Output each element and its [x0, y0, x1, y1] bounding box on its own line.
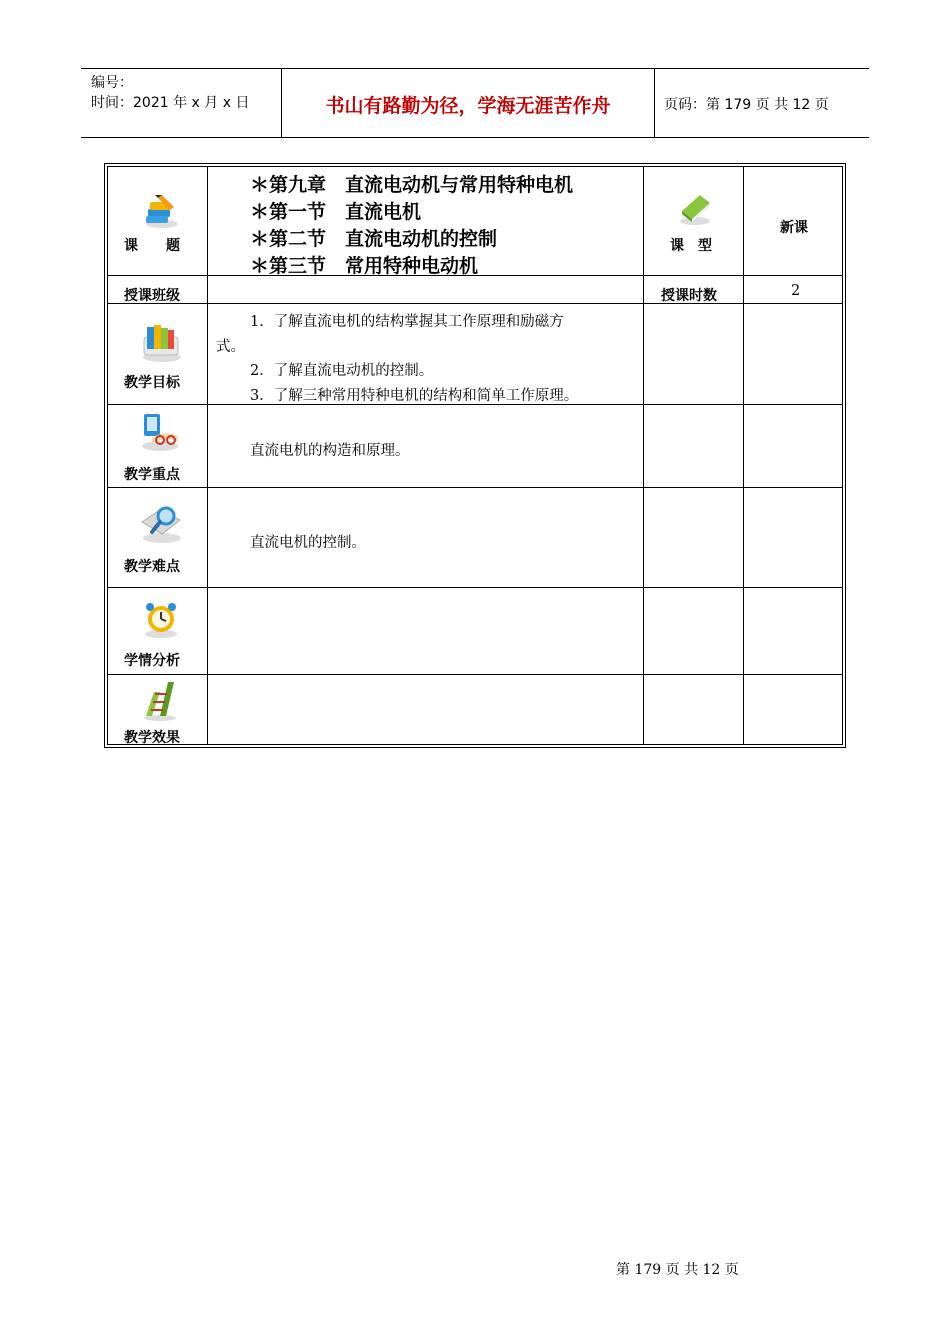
row-divider [108, 487, 842, 488]
page-footer: 第 179 页 共 12 页 [616, 1262, 739, 1278]
type-label: 课 型 [670, 238, 712, 254]
ladder-icon [140, 678, 180, 722]
row-divider [108, 674, 842, 675]
topic-title-chapter: ＊第九章 直流电动机与常用特种电机 [250, 174, 574, 196]
hours-value: 2 [791, 283, 801, 299]
header-info-cell [81, 69, 282, 137]
page-info: 页码：第 179 页 共 12 页 [664, 97, 829, 113]
goals-label: 教学目标 [124, 375, 180, 391]
books-stack-icon [138, 319, 184, 363]
topic-title-section-1: ＊第一节 直流电机 [250, 201, 422, 223]
magnifier-icon [138, 500, 184, 544]
goal-item-1: 1．了解直流电机的结构掌握其工作原理和励磁方 [250, 314, 564, 330]
col-divider [207, 167, 208, 744]
key-points-text: 直流电机的构造和原理。 [250, 443, 410, 459]
difficulty-label: 教学难点 [124, 559, 180, 575]
key-points-label: 教学重点 [124, 467, 180, 483]
row-divider [108, 587, 842, 588]
col-divider [743, 167, 744, 744]
analysis-label: 学情分析 [124, 653, 180, 669]
glasses-book-icon [138, 410, 182, 452]
clock-icon [140, 599, 182, 639]
topic-title-section-3: ＊第三节 常用特种电动机 [250, 255, 479, 277]
topic-label: 课 题 [124, 238, 180, 254]
table-inner [107, 166, 843, 745]
books-pencil-icon [140, 191, 180, 231]
topic-title-section-2: ＊第二节 直流电动机的控制 [250, 228, 498, 250]
header-motto-cell [282, 69, 655, 137]
page-header [81, 68, 869, 138]
lesson-plan-table [104, 163, 846, 748]
goal-item-3: 3．了解三种常用特种电机的结构和简单工作原理。 [250, 388, 579, 404]
row-divider [108, 303, 842, 304]
goal-item-1-cont: 式。 [216, 339, 245, 355]
goal-item-2: 2．了解直流电动机的控制。 [250, 363, 434, 379]
serial-label: 编号： [91, 75, 133, 91]
difficulty-text: 直流电机的控制。 [250, 535, 366, 551]
date-label: 时间：2021 年 x 月 x 日 [91, 95, 250, 111]
class-label: 授课班级 [124, 288, 180, 304]
motto: 书山有路勤为径，学海无涯苦作舟 [325, 95, 611, 117]
green-book-icon [676, 189, 714, 227]
col-divider [643, 167, 644, 744]
effect-label: 教学效果 [124, 730, 180, 746]
hours-label: 授课时数 [661, 288, 717, 304]
type-value: 新课 [780, 220, 808, 236]
header-page-cell [655, 69, 869, 137]
